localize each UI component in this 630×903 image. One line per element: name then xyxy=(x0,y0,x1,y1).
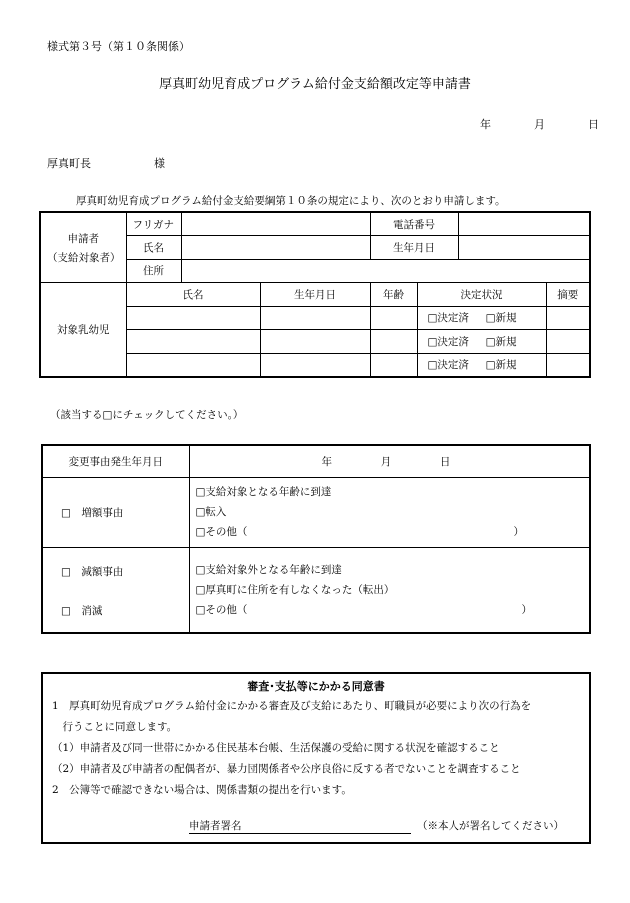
decided-checkbox[interactable]: □決定済 xyxy=(427,359,469,371)
form-title: 厚真町幼児育成プログラム給付金支給額改定等申請書 xyxy=(159,77,471,92)
form-number: 様式第３号（第１０条関係） xyxy=(47,40,190,53)
decrease-option-moveout[interactable]: □厚真町に住所を有しなくなった（転出） xyxy=(195,583,395,596)
consent-line: 2 公簿等で確認できない場合は、関係書類の提出を行います。 xyxy=(52,784,352,796)
infant-age-field[interactable] xyxy=(370,306,417,330)
infant-header-remarks: 摘要 xyxy=(546,283,590,307)
addressee xyxy=(47,155,165,171)
date-year: 年 xyxy=(480,118,491,131)
check-note: （該当する□にチェックしてください。） xyxy=(50,409,244,421)
infant-age-field[interactable] xyxy=(370,330,417,354)
increase-option-other[interactable]: □その他（ ） xyxy=(195,526,524,538)
furigana-field[interactable] xyxy=(181,212,370,236)
decrease-cell xyxy=(42,547,189,633)
intro-text: 厚真町幼児育成プログラム給付金支給要綱第１０条の規定により、次のとおり申請します。 xyxy=(76,195,506,207)
change-table xyxy=(41,444,591,634)
date-day: 日 xyxy=(588,118,599,131)
date-month: 月 xyxy=(534,118,545,131)
name-field[interactable] xyxy=(181,236,370,260)
extinction-checkbox[interactable]: □ 消滅 xyxy=(61,604,103,617)
infant-name-field[interactable] xyxy=(126,330,260,354)
infant-remarks-field[interactable] xyxy=(546,306,590,330)
infant-label: 対象乳幼児 xyxy=(40,283,126,377)
address-field[interactable] xyxy=(181,259,590,283)
consent-title: 審査･支払等にかかる同意書 xyxy=(247,680,385,693)
addressee-name: 厚真町長 xyxy=(47,157,91,170)
infant-status[interactable] xyxy=(417,353,546,377)
birthdate-field[interactable] xyxy=(458,236,590,260)
date-line xyxy=(480,116,599,132)
application-table xyxy=(39,211,591,378)
decrease-option-other[interactable]: □その他（ ） xyxy=(195,603,532,616)
applicant-label: 申請者 （支給対象者） xyxy=(40,212,126,283)
increase-option-age[interactable]: □支給対象となる年齢に到達 xyxy=(195,486,332,498)
phone-field[interactable] xyxy=(458,212,590,236)
consent-line: 行うことに同意します。 xyxy=(52,721,178,733)
furigana-label: フリガナ xyxy=(126,212,181,236)
decrease-option-age[interactable]: □支給対象外となる年齢に到達 xyxy=(195,563,342,576)
infant-name-field[interactable] xyxy=(126,306,260,330)
infant-header-age: 年齢 xyxy=(370,283,417,307)
infant-remarks-field[interactable] xyxy=(546,330,590,354)
new-checkbox[interactable]: □新規 xyxy=(485,335,517,348)
address-label: 住所 xyxy=(126,259,181,283)
consent-line: 1 厚真町幼児育成プログラム給付金にかかる審査及び支給にあたり、町職員が必要により次の行為を xyxy=(52,700,532,712)
increase-option-movein[interactable]: □転入 xyxy=(195,506,227,518)
infant-age-field[interactable] xyxy=(370,353,417,377)
infant-birthdate-field[interactable] xyxy=(260,306,370,330)
change-date-field[interactable]: 年 月 日 xyxy=(189,445,590,477)
infant-remarks-field[interactable] xyxy=(546,353,590,377)
decided-checkbox[interactable]: □決定済 xyxy=(427,312,469,325)
consent-box xyxy=(41,672,591,844)
new-checkbox[interactable]: □新規 xyxy=(485,359,517,371)
infant-birthdate-field[interactable] xyxy=(260,353,370,377)
infant-header-name: 氏名 xyxy=(126,283,260,307)
increase-options xyxy=(189,477,590,547)
birthdate-label: 生年月日 xyxy=(370,236,458,260)
infant-birthdate-field[interactable] xyxy=(260,330,370,354)
infant-header-status: 決定状況 xyxy=(417,283,546,307)
phone-label: 電話番号 xyxy=(370,212,458,236)
infant-status[interactable] xyxy=(417,330,546,354)
decrease-options xyxy=(189,547,590,633)
increase-reason-checkbox[interactable]: □ 増額事由 xyxy=(42,477,189,547)
infant-status[interactable] xyxy=(417,306,546,330)
change-date-label: 変更事由発生年月日 xyxy=(42,445,189,477)
signature-line[interactable] xyxy=(189,833,411,834)
infant-name-field[interactable] xyxy=(126,353,260,377)
consent-line: （1）申請者及び同一世帯にかかる住民基本台帳、生活保護の受給に関する状況を確認すること xyxy=(52,742,500,754)
consent-line: （2）申請者及び申請者の配偶者が、暴力団関係者や公序良俗に反する者でないことを調査すること xyxy=(52,763,521,775)
signature-note: （※本人が署名してください） xyxy=(417,820,564,832)
new-checkbox[interactable]: □新規 xyxy=(485,312,517,325)
decided-checkbox[interactable]: □決定済 xyxy=(427,335,469,348)
name-label: 氏名 xyxy=(126,236,181,260)
decrease-reason-checkbox[interactable]: □ 減額事由 xyxy=(61,565,124,578)
signature-label: 申請者署名 xyxy=(189,820,242,832)
addressee-honorific: 様 xyxy=(154,157,165,170)
infant-header-birthdate: 生年月日 xyxy=(260,283,370,307)
